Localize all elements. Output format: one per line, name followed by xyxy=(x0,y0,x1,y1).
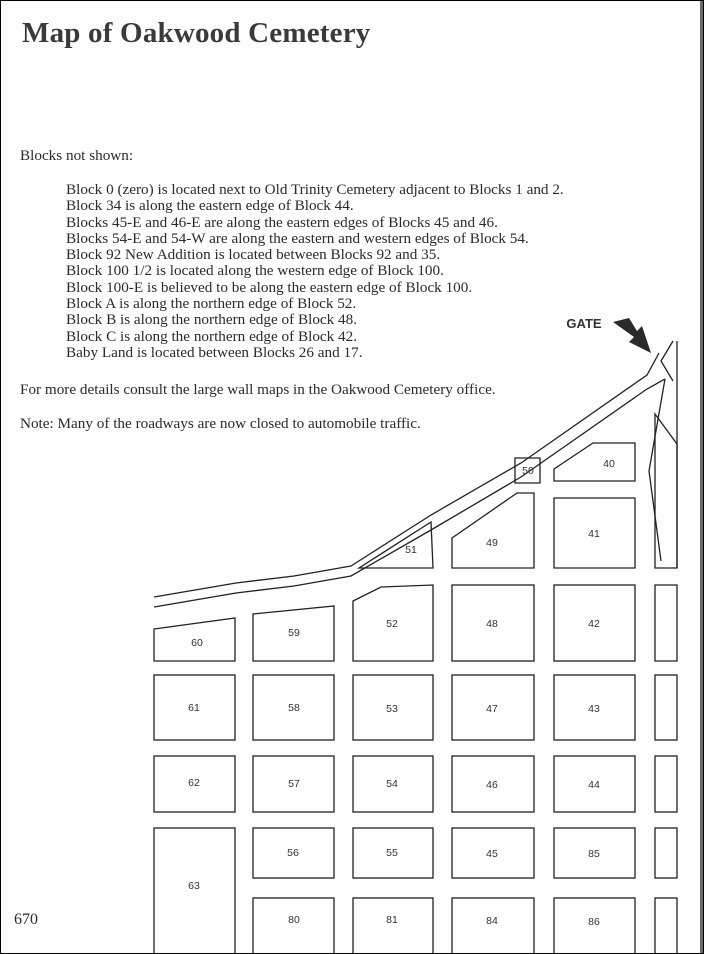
note-paragraph: Note: Many of the roadways are now closed to automobile traffic. xyxy=(20,415,421,432)
block-label-51: 51 xyxy=(405,544,417,556)
block-label-61: 61 xyxy=(188,702,200,714)
page-number: 670 xyxy=(14,911,38,928)
block-label-81: 81 xyxy=(386,914,398,926)
block-label-80: 80 xyxy=(288,914,300,926)
list-item: Block 0 (zero) is located next to Old Trinity Cemetery adjacent to Blocks 1 and 2. xyxy=(66,181,564,198)
list-item: Block A is along the northern edge of Block 52. xyxy=(66,295,357,313)
block-label-59: 59 xyxy=(288,627,300,639)
block-label-48: 48 xyxy=(486,618,498,630)
gate-road-edge xyxy=(649,379,665,561)
block-label-86: 86 xyxy=(588,916,600,928)
block-label-55: 55 xyxy=(386,847,398,859)
list-item: Block B is along the northern edge of Block 48. xyxy=(66,311,358,329)
block-label-84: 84 xyxy=(486,915,498,927)
block-label-40: 40 xyxy=(603,458,615,470)
list-item: Blocks 45-E and 46-E are along the eastern edges of Blocks 45 and 46. xyxy=(66,213,498,231)
list-item: Block 34 is along the eastern edge of Block 44. xyxy=(66,197,354,215)
block-40 xyxy=(554,443,635,481)
block-label-58: 58 xyxy=(288,702,300,714)
details-paragraph: For more details consult the large wall maps in the Oakwood Cemetery office. xyxy=(20,381,496,398)
block-east-edge xyxy=(655,585,677,661)
block-label-85: 85 xyxy=(588,848,600,860)
block-label-43: 43 xyxy=(588,703,600,715)
block-label-47: 47 xyxy=(486,703,498,715)
block-label-44: 44 xyxy=(588,779,600,791)
block-east-edge xyxy=(655,828,677,878)
block-49 xyxy=(452,493,534,568)
block-east-edge xyxy=(655,898,677,953)
list-item: Block 100 1/2 is located along the western edge of Block 100. xyxy=(66,262,444,280)
gate-road-edge xyxy=(661,341,673,381)
list-item: Block 92 New Addition is located between Blocks 92 and 35. xyxy=(66,246,441,264)
blocks-not-shown-label: Blocks not shown: xyxy=(20,147,134,164)
diagonal-road-edge xyxy=(154,379,665,607)
block-label-54: 54 xyxy=(386,778,398,790)
block-label-42: 42 xyxy=(588,618,600,630)
block-label-60: 60 xyxy=(191,637,203,649)
block-label-49: 49 xyxy=(486,537,498,549)
gate-label: GATE xyxy=(566,316,602,331)
diagonal-road-edge xyxy=(154,353,659,597)
block-east-edge xyxy=(655,675,677,740)
cemetery-map xyxy=(1,1,703,953)
list-item: Baby Land is located between Blocks 26 and 17. xyxy=(66,343,363,361)
block-label-53: 53 xyxy=(386,703,398,715)
block-label-63: 63 xyxy=(188,880,200,892)
block-label-50: 50 xyxy=(522,465,534,477)
list-item: Blocks 54-E and 54-W are along the eastern and western edges of Block 54. xyxy=(66,229,529,247)
block-label-45: 45 xyxy=(486,848,498,860)
block-label-46: 46 xyxy=(486,779,498,791)
list-item: Block 100-E is believed to be along the eastern edge of Block 100. xyxy=(66,278,473,296)
block-label-56: 56 xyxy=(287,847,299,859)
block-east-edge xyxy=(655,756,677,812)
page-title: Map of Oakwood Cemetery xyxy=(22,17,371,49)
block-label-62: 62 xyxy=(188,777,200,789)
block-label-41: 41 xyxy=(588,528,600,540)
block-label-52: 52 xyxy=(386,618,398,630)
block-label-57: 57 xyxy=(288,778,300,790)
gate-arrow-icon xyxy=(613,318,651,353)
block-51 xyxy=(359,522,433,568)
list-item: Block C is along the northern edge of Block 42. xyxy=(66,327,358,345)
